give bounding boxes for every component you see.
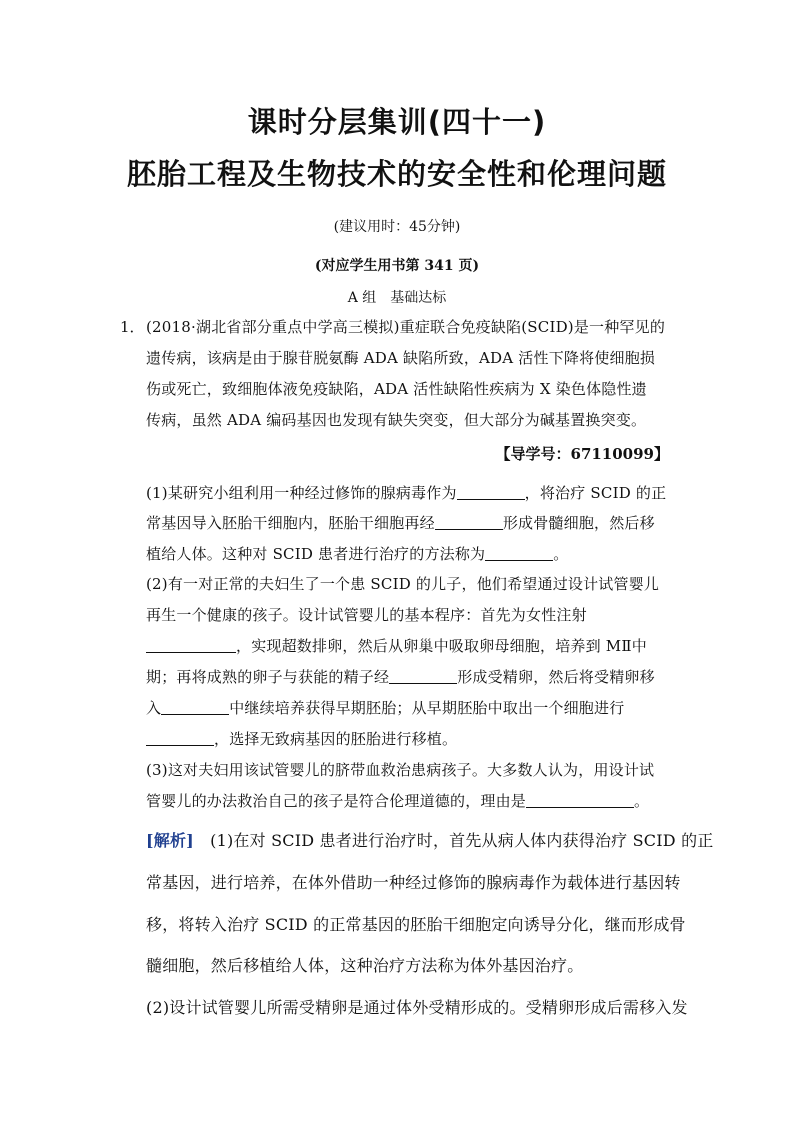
part2-line (146, 697, 624, 718)
question-number: 1． (120, 318, 145, 336)
part1-line (146, 512, 655, 533)
stem-line: 传病，虽然 ADA 编码基因也发现有缺失突变，但大部分为碱基置换突变。 (146, 411, 647, 429)
part2-text: 形成受精卵，然后将受精卵移 (457, 668, 655, 686)
answer-blank[interactable] (526, 792, 634, 808)
answer-blank[interactable] (389, 668, 457, 684)
answer-blank[interactable] (435, 514, 503, 530)
solution-tag: [解析] (146, 831, 194, 850)
part2-text: 入 (146, 699, 162, 717)
part3-text: 。 (634, 792, 650, 810)
answer-blank[interactable] (457, 484, 525, 500)
book-reference: (对应学生用书第 341 页) (314, 258, 480, 274)
group-heading: A 组 基础达标 (347, 290, 447, 306)
part2-text: 期；再将成熟的卵子与获能的精子经 (146, 668, 390, 686)
stem-line: 伤或死亡，致细胞体液免疫缺陷，ADA 活性缺陷性疾病为 X 染色体隐性遗 (146, 380, 647, 398)
part2-line (146, 635, 647, 656)
part3-text: 管婴儿的办法救治自己的孩子是符合伦理道德的，理由是 (146, 792, 527, 810)
part1-text: 常基因导入胚胎干细胞内，胚胎干细胞再经 (146, 514, 435, 532)
solution-line: 移，将转入治疗 SCID 的正常基因的胚胎干细胞定向诱导分化，继而形成骨 (146, 915, 686, 934)
stem-line: (2018·湖北省部分重点中学高三模拟)重症联合免疫缺陷(SCID)是一种罕见的 (146, 318, 666, 336)
part1-text: 形成骨髓细胞，然后移 (502, 514, 655, 532)
solution-line (146, 828, 713, 851)
page-title: 课时分层集训(四十一) (247, 105, 547, 139)
part1-text: (1)某研究小组利用一种经过修饰的腺病毒作为 (146, 484, 457, 502)
part1-text: 植给人体。这种对 SCID 患者进行治疗的方法称为 (146, 545, 486, 563)
answer-blank[interactable] (146, 730, 214, 746)
part2-line (146, 666, 655, 687)
solution-line: 髓细胞，然后移植给人体，这种治疗方法称为体外基因治疗。 (146, 956, 584, 975)
part2-text: ，选择无致病基因的胚胎进行移植。 (214, 730, 458, 748)
time-hint: (建议用时：45分钟) (333, 219, 461, 235)
part3-line: (3)这对夫妇用该试管婴儿的脐带血救治患病孩子。大多数人认为，用设计试 (146, 761, 655, 779)
part2-line: 再生一个健康的孩子。设计试管婴儿的基本程序：首先为女性注射 (146, 606, 587, 624)
answer-blank[interactable] (146, 637, 236, 653)
part1-text: 。 (553, 545, 569, 563)
part2-text: 中继续培养获得早期胚胎；从早期胚胎中取出一个细胞进行 (229, 699, 625, 717)
part2-text: ，实现超数排卵，然后从卵巢中吸取卵母细胞，培养到 MⅡ中 (236, 637, 647, 655)
page-subtitle: 胚胎工程及生物技术的安全性和伦理问题 (126, 157, 667, 191)
answer-blank[interactable] (161, 699, 229, 715)
part3-line (146, 790, 649, 811)
answer-blank[interactable] (485, 545, 553, 561)
part1-line (146, 543, 568, 564)
solution-line: (2)设计试管婴儿所需受精卵是通过体外受精形成的。受精卵形成后需移入发 (146, 998, 688, 1017)
part1-text: ，将治疗 SCID 的正 (524, 484, 667, 502)
stem-line: 遗传病，该病是由于腺苷脱氨酶 ADA 缺陷所致，ADA 活性下降将使细胞损 (146, 349, 656, 367)
solution-line: 常基因，进行培养，在体外借助一种经过修饰的腺病毒作为载体进行基因转 (146, 873, 681, 892)
guide-number: 【导学号：67110099】 (495, 445, 669, 463)
part2-line: (2)有一对正常的夫妇生了一个患 SCID 的儿子，他们希望通过设计试管婴儿 (146, 575, 660, 593)
part2-line (146, 728, 457, 749)
solution-text: (1)在对 SCID 患者进行治疗时，首先从病人体内获得治疗 SCID 的正 (193, 831, 714, 850)
part1-line (146, 482, 666, 503)
